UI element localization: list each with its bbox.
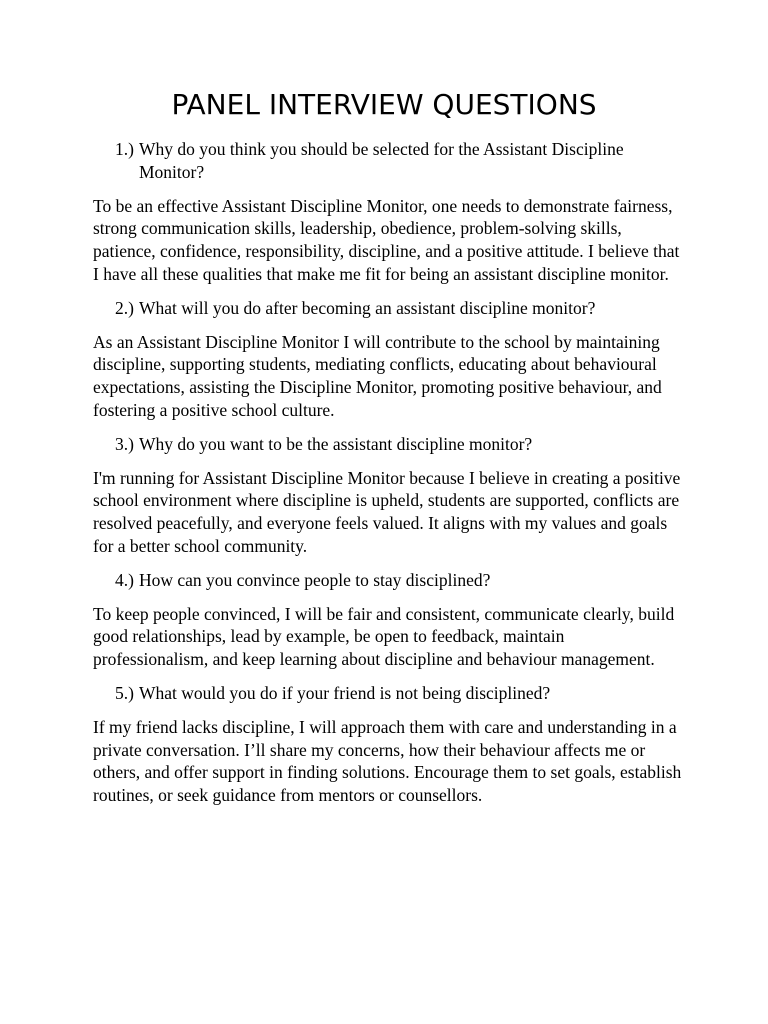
question-1	[115, 138, 683, 184]
document-body	[93, 138, 683, 818]
page-title: PANEL INTERVIEW QUESTIONS	[171, 88, 597, 121]
qa-item-1	[93, 138, 683, 286]
question-text: What will you do after becoming an assistant discipline monitor?	[139, 297, 596, 318]
question-text: How can you convince people to stay disciplined?	[139, 569, 491, 590]
question-text: Why do you think you should be selected for the Assistant Discipline Monitor?	[139, 139, 624, 182]
question-2	[115, 297, 683, 320]
qa-item-5	[93, 682, 683, 807]
answer-1: To be an effective Assistant Discipline Monitor, one needs to demonstrate fairness, strong communication skills, leadership, obedience, problem-solving skills, patience, confidence, responsibility, discipline, and a positive attitude. I believe that I have all these qualities that make me fit for being an assistant discipline monitor.	[93, 195, 680, 284]
question-5	[115, 682, 683, 705]
qa-item-2	[93, 297, 683, 422]
question-number: 2.)	[115, 297, 134, 318]
answer-2: As an Assistant Discipline Monitor I will contribute to the school by maintaining discipline, supporting students, mediating conflicts, educating about behavioural expectations, assisting the Discipline Monitor, promoting positive behaviour, and fostering a positive school culture.	[93, 331, 662, 420]
question-number: 3.)	[115, 433, 134, 454]
question-3	[115, 433, 683, 456]
question-text: Why do you want to be the assistant discipline monitor?	[139, 433, 533, 454]
question-number: 4.)	[115, 569, 134, 590]
question-text: What would you do if your friend is not being disciplined?	[139, 682, 551, 703]
question-4	[115, 569, 683, 592]
qa-item-4	[93, 569, 683, 671]
answer-4: To keep people convinced, I will be fair and consistent, communicate clearly, build good relationships, lead by example, be open to feedback, maintain professionalism, and keep learning about discipline and behaviour management.	[93, 603, 675, 670]
answer-3: I'm running for Assistant Discipline Monitor because I believe in creating a positive school environment where discipline is upheld, students are supported, conflicts are resolved peacefully, and everyone feels valued. It aligns with my values and goals for a better school community.	[93, 467, 681, 556]
question-number: 1.)	[115, 139, 134, 159]
qa-item-3	[93, 433, 683, 558]
question-number: 5.)	[115, 682, 134, 703]
answer-5: If my friend lacks discipline, I will approach them with care and understanding in a private conversation. I’ll share my concerns, how their behaviour affects me or others, and offer support in finding solutions. Encourage them to set goals, establish routines, or seek guidance from mentors or counsellors.	[93, 716, 682, 806]
